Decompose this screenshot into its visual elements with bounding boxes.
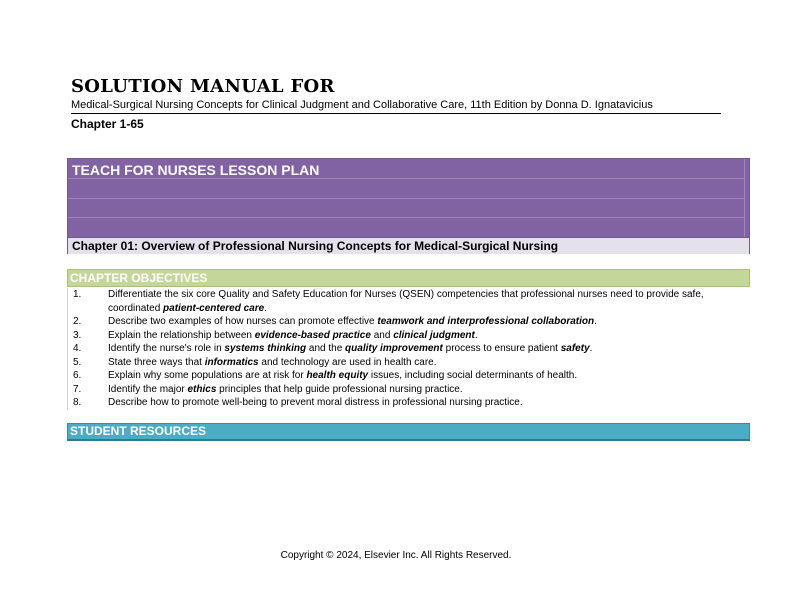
objective-item bbox=[68, 383, 751, 397]
emphasized-term: patient-centered care bbox=[163, 302, 265, 314]
book-subtitle: Medical-Surgical Nursing Concepts for Clinical Judgment and Collaborative Care, 11th Edition by Donna D. Ignatavicius bbox=[71, 98, 721, 114]
objective-item bbox=[68, 356, 751, 370]
objective-text-segment: State three ways that bbox=[108, 356, 205, 368]
grid-line bbox=[68, 217, 745, 218]
objective-item bbox=[68, 396, 751, 410]
emphasized-term: teamwork and interprofessional collaboration bbox=[377, 316, 595, 327]
emphasized-term: quality improvement bbox=[345, 343, 443, 354]
objective-text-segment: Explain the relationship between bbox=[108, 329, 255, 341]
objective-text-segment: . bbox=[264, 302, 267, 314]
emphasized-term: evidence-based practice bbox=[254, 329, 371, 341]
objective-text-segment: Describe two examples of how nurses can promote effective bbox=[108, 316, 378, 327]
lesson-plan-title-band bbox=[68, 159, 749, 237]
objective-text-segment: Identify the nurse's role in bbox=[108, 343, 225, 354]
objective-text-segment: and the bbox=[306, 343, 346, 354]
objective-number: 1. bbox=[73, 289, 82, 300]
grid-line bbox=[744, 159, 745, 237]
objective-text bbox=[108, 329, 751, 343]
objective-text-segment: Describe how to promote well-being to prevent moral distress in professional nursing practice. bbox=[108, 397, 523, 408]
chapter-title: Chapter 01: Overview of Professional Nursing Concepts for Medical-Surgical Nursing bbox=[68, 237, 749, 254]
objective-text-segment: Differentiate the six core Quality and Safety Education for Nurses (QSEN) competencies that professional nurses need to provide safe, coordinated bbox=[108, 289, 704, 314]
emphasized-term: health equity bbox=[306, 370, 369, 381]
objective-text bbox=[108, 342, 751, 356]
objective-number: 4. bbox=[73, 343, 82, 354]
emphasized-term: ethics bbox=[187, 383, 217, 395]
document-header bbox=[71, 76, 721, 131]
objective-text bbox=[108, 315, 751, 329]
objective-number: 5. bbox=[73, 356, 82, 368]
objective-text-segment: process to ensure patient bbox=[442, 343, 561, 354]
objective-text-segment: and bbox=[370, 329, 394, 341]
emphasized-term: informatics bbox=[204, 356, 259, 368]
objective-text bbox=[108, 288, 751, 315]
objective-text-segment: . bbox=[589, 343, 593, 354]
objective-text-segment: and technology are used in health care. bbox=[258, 356, 437, 368]
emphasized-term: systems thinking bbox=[224, 343, 307, 354]
objective-item bbox=[68, 369, 751, 383]
objective-text-segment: Explain why some populations are at risk for bbox=[108, 370, 307, 381]
objectives-list bbox=[67, 288, 751, 410]
emphasized-term: clinical judgment bbox=[393, 329, 475, 341]
objective-text-segment: principles that help guide professional nursing practice. bbox=[216, 383, 463, 395]
manual-title: SOLUTION MANUAL FOR bbox=[71, 76, 335, 97]
objective-number: 2. bbox=[73, 316, 82, 327]
objective-number: 8. bbox=[73, 397, 82, 408]
objective-number: 3. bbox=[73, 329, 82, 341]
objective-text bbox=[108, 369, 751, 383]
objective-text bbox=[108, 356, 751, 370]
objective-number: 7. bbox=[73, 383, 82, 395]
objective-number: 6. bbox=[73, 370, 82, 381]
objective-text-segment: Identify the major bbox=[108, 383, 188, 395]
objective-text bbox=[108, 396, 751, 410]
emphasized-term: safety bbox=[560, 343, 590, 354]
objective-text bbox=[108, 383, 751, 397]
objective-item bbox=[68, 342, 751, 356]
grid-line bbox=[68, 198, 745, 199]
copyright-notice: Copyright © 2024, Elsevier Inc. All Rights Reserved. bbox=[280, 550, 512, 561]
objective-text-segment: issues, including social determinants of health. bbox=[368, 370, 578, 381]
chapter-objectives-heading: CHAPTER OBJECTIVES bbox=[67, 269, 750, 287]
objective-text-segment: . bbox=[594, 316, 597, 327]
objective-text-segment: . bbox=[474, 329, 478, 341]
objective-item bbox=[68, 288, 751, 315]
student-resources-heading: STUDENT RESOURCES bbox=[67, 423, 750, 441]
chapter-range: Chapter 1-65 bbox=[71, 117, 144, 131]
lesson-plan-title: TEACH FOR NURSES LESSON PLAN bbox=[72, 162, 320, 178]
lesson-plan-banner bbox=[67, 158, 750, 254]
objective-item bbox=[68, 315, 751, 329]
objective-item bbox=[68, 329, 751, 343]
